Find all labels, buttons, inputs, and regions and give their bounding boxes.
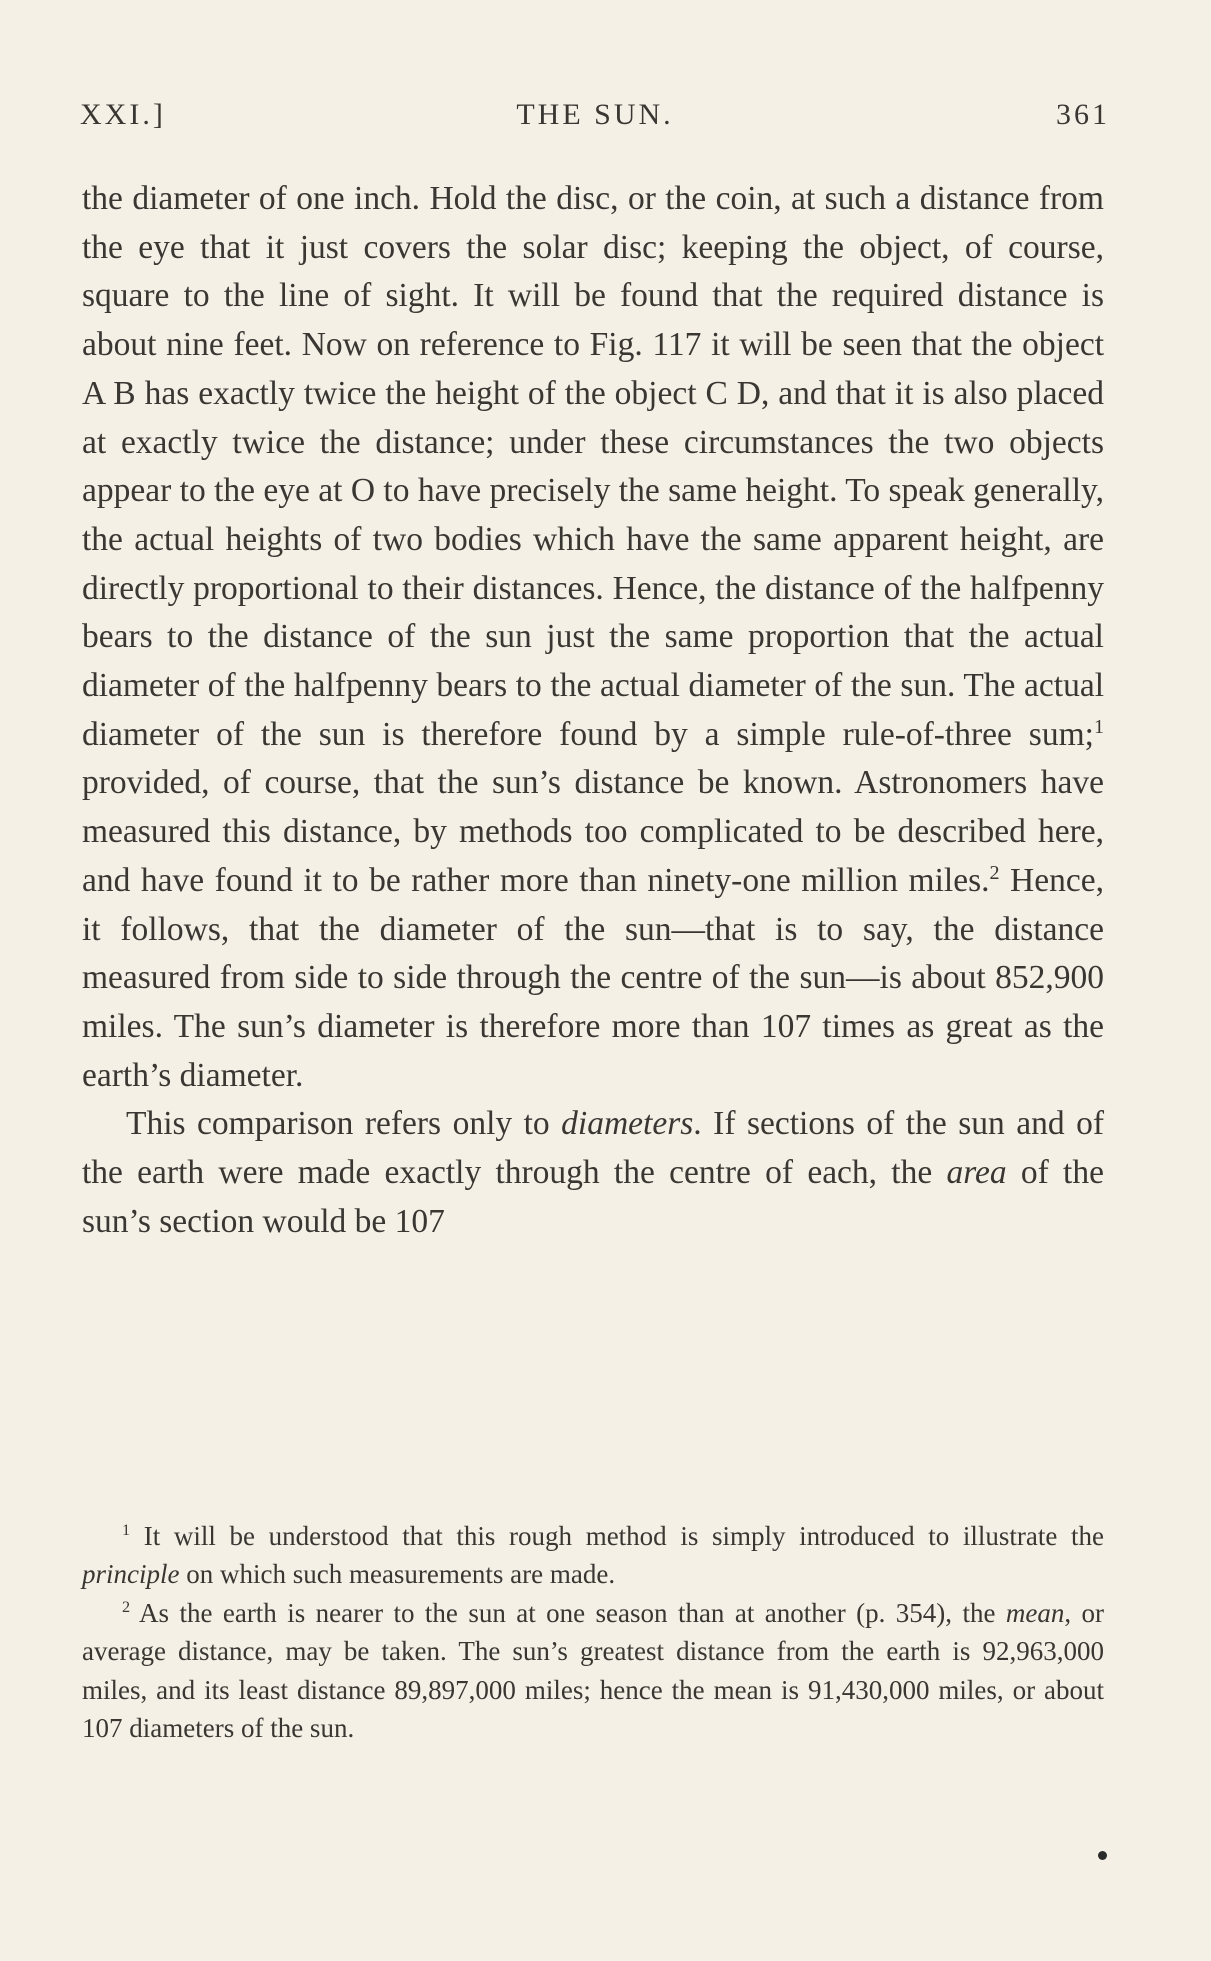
- footnotes: [82, 1517, 1104, 1747]
- text-run: . If sections of the sun and of the earth were made exactly through the centre of each, the: [82, 1105, 1104, 1192]
- body-text: [82, 175, 1104, 1246]
- running-title: THE SUN.: [516, 98, 674, 131]
- text-run: provided, of course, that the sun’s distance be known. Astronomers have measured this distance, by methods too complicated to be described here, and have found it to be rather more than ninety-one million miles.: [82, 764, 1104, 899]
- footnote-2: [82, 1594, 1104, 1748]
- running-head: [80, 98, 1110, 138]
- footnote-ref-1: 1: [1093, 715, 1104, 738]
- text-run: As the earth is nearer to the sun at one season than at another (p. 354), the: [130, 1597, 1006, 1628]
- paragraph-1: [82, 175, 1104, 1100]
- footnote-marker: 2: [122, 1597, 131, 1616]
- text-run: , or average distance, may be taken. The sun’s greatest distance from the earth is 92,963,000 miles, and its least distance 89,897,000 miles; hence the mean is 91,430,000 miles, or about 107 diameters of the sun.: [82, 1597, 1105, 1744]
- italic-term: area: [946, 1154, 1007, 1192]
- ink-dot-mark: [1098, 1851, 1107, 1860]
- chapter-number: XXI.]: [80, 98, 166, 131]
- text-run: Hence, it follows, that the diameter of the sun—that is to say, the distance measured from side to side through the centre of the sun—is about 852,900 miles. The sun’s diameter is therefore more than 107 times as great as the earth’s diameter.: [82, 861, 1104, 1094]
- text-run: the diameter of one inch. Hold the disc, or the coin, at such a distance from the eye that it just covers the solar disc; keeping the object, of course, square to the line of sight. It will be found that the required distance is about nine feet. Now on reference to Fig. 117 it will be seen that the object A B has exactly twice the height of the object C D, and that it is also placed at exactly twice the distance; under these circumstances the two objects appear to the eye at O to have precisely the same height. To speak generally, the actual heights of two bodies which have the same apparent height, are directly proportional to their distances. Hence, the distance of the halfpenny bears to the distance of the sun just the same proportion that the actual diameter of the halfpenny bears to the actual diameter of the sun. The actual diameter of the sun is therefore found by a simple rule-of-three sum;: [82, 180, 1104, 753]
- text-run: of the sun’s section would be 107: [82, 1154, 1104, 1240]
- italic-term: mean: [1005, 1597, 1065, 1628]
- footnote-ref-2: 2: [989, 861, 1000, 884]
- italic-term: principle: [82, 1559, 180, 1590]
- text-run: This comparison refers only to: [126, 1105, 562, 1143]
- footnote-marker: 1: [122, 1521, 131, 1539]
- italic-term: diameters: [561, 1105, 694, 1143]
- paragraph-2: [82, 1100, 1104, 1246]
- text-run: It will be understood that this rough method is simply introduced to illustrate the: [130, 1521, 1104, 1551]
- footnote-1: [82, 1517, 1104, 1594]
- text-run: on which such measurements are made.: [179, 1559, 616, 1590]
- page-number: 361: [1056, 98, 1110, 131]
